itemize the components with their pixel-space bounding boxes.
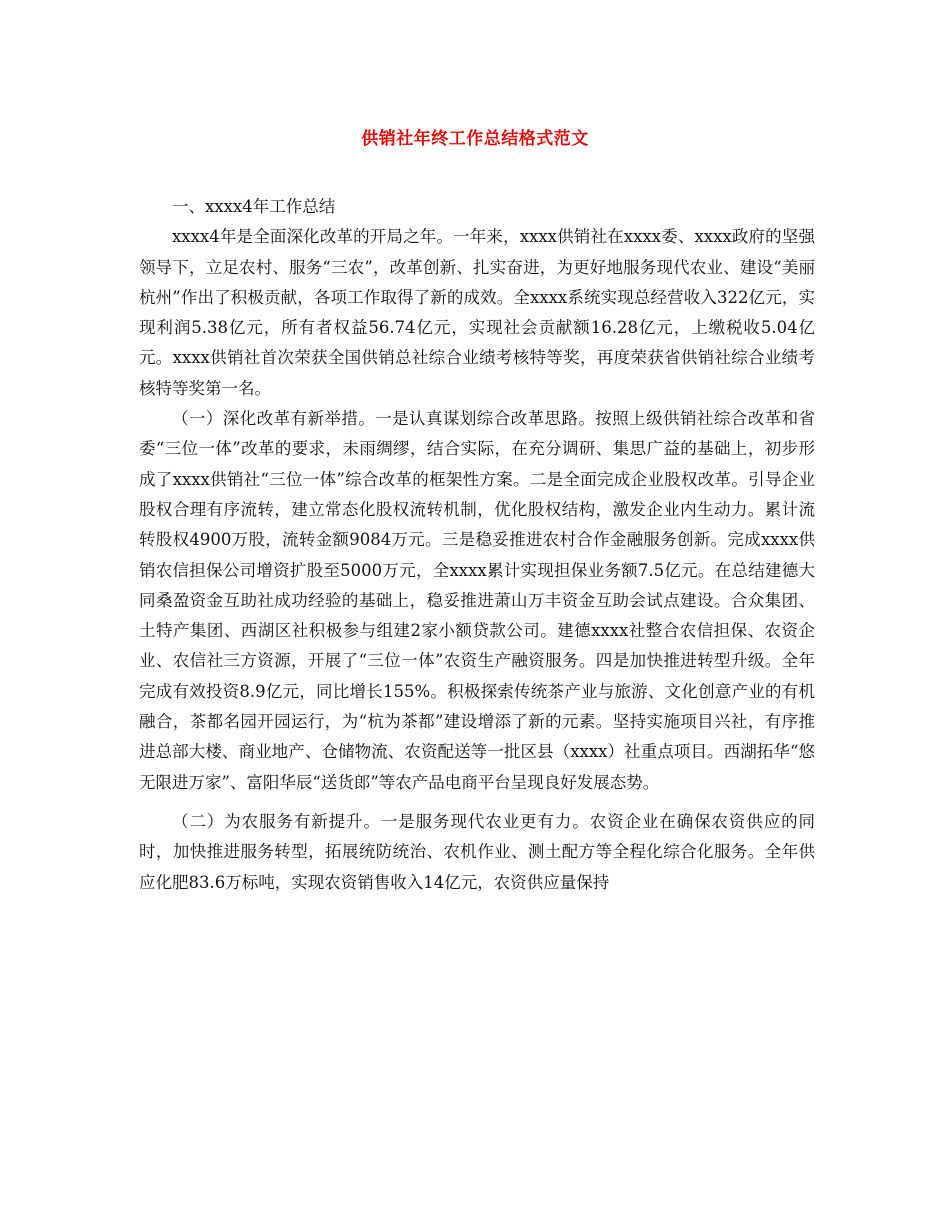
paragraph-service: （二）为农服务有新提升。一是服务现代农业更有力。农资企业在确保农资供应的同时，加快推进服务转型，拓展统防统治、农机作业、测土配方等全程化综合化服务。全年供应化肥83.6万标吨，实现农资销售收入14亿元，农资供应量保持 — [139, 811, 815, 892]
document-title: 供销社年终工作总结格式范文 — [361, 129, 589, 149]
paragraph-reform: （一）深化改革有新举措。一是认真谋划综合改革思路。按照上级供销社综合改革和省委“三位一体”改革的要求，未雨绸缪，结合实际，在充分调研、集思广益的基础上，初步形成了xxxx供销社“三位一体”综合改革的框架性方案。二是全面完成企业股权改革。引导企业股权合理有序流转，建立常态化股权流转机制，优化股权结构，激发企业内生动力。累计流转股权4900万股，流转金额9084万元。三是稳妥推进农村合作金融服务创新。完成xxxx供销农信担保公司增资扩股至5000万元，全xxxx累计实现担保业务额7.5亿元。在总结建德大同桑盈资金互助社成功经验的基础上，稳妥推进萧山万丰资金互助会试点建设。合众集团、土特产集团、西湖区社积极参与组建2家小额贷款公司。建德xxxx社整合农信担保、农资企业、农信社三方资源，开展了“三位一体”农资生产融资服务。四是加快推进转型升级。全年完成有效投资8.9亿元，同比增长155%。积极探索传统茶产业与旅游、文化创意产业的有机融合，茶都名园开园运行，为“杭为茶都”建设增添了新的元素。坚持实施项目兴社，有序推进总部大楼、商业地产、仓储物流、农资配送等一批区县（xxxx）社重点项目。西湖拓华“悠无限进万家”、富阳华辰“送货郎”等农产品电商平台呈现良好发展态势。 — [139, 409, 815, 792]
section-heading: 一、xxxx4年工作总结 — [172, 197, 336, 216]
paragraph-intro: xxxx4年是全面深化改革的开局之年。一年来，xxxx供销社在xxxx委、xxxx政府的坚强领导下，立足农村、服务“三农”，改革创新、扎实奋进，为更好地服务现代农业、建设“美丽杭州”作出了积极贡献，各项工作取得了新的成效。全xxxx系统实现总经营收入322亿元，实现利润5.38亿元，所有者权益56.74亿元，实现社会贡献额16.28亿元，上缴税收5.04亿元。xxxx供销社首次荣获全国供销总社综合业绩考核特等奖，再度荣获省供销社综合业绩考核特等奖第一名。 — [139, 227, 815, 398]
document-body — [139, 192, 815, 898]
